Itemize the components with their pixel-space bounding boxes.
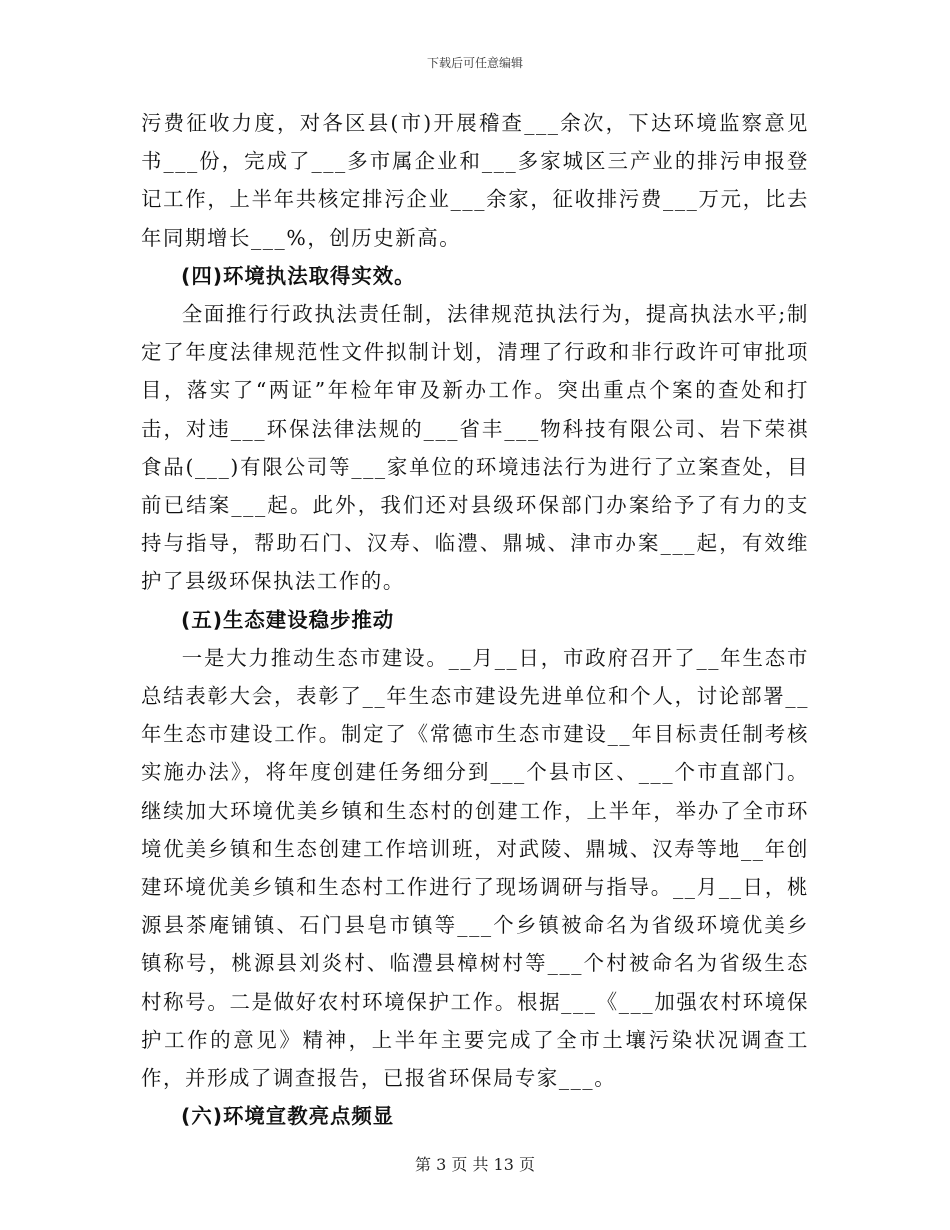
paragraph-law-enforcement: 全面推行行政执法责任制，法律规范执法行为，提高执法水平;制定了年度法律规范性文件拟制计划，清理了行政和非行政许可审批项目，落实了“两证”年检年审及新办工作。突出重点个案的查处和打击，对违___环保法律法规的___省丰___物科技有限公司、岩下荣祺食品(___)有限公司等___家单位的环境违法行为进行了立案查处，目前已结案___起。此外，我们还对县级环保部门办案给予了有力的支持与指导，帮助石门、汉寿、临澧、鼎城、津市办案___起，有效维护了县级环保执法工作的。 bbox=[141, 302, 809, 594]
section-heading-4: (四)环境执法取得实效。 bbox=[181, 263, 416, 288]
paragraph-pollution-fee: 污费征收力度，对各区县(市)开展稽查___余次，下达环境监察意见书___份，完成了___多市属企业和___多家城区三产业的排污申报登记工作，上半年共核定排污企业___余家，征收排污费___万元，比去年同期增长___%，创历史新高。 bbox=[141, 111, 809, 250]
paragraph-ecological-construction: 一是大力推动生态市建设。__月__日，市政府召开了__年生态市总结表彰大会，表彰了__年生态市建设先进单位和个人，讨论部署__年生态市建设工作。制定了《常德市生态市建设__年目标责任制考核实施办法》，将年度创建任务细分到___个县市区、___个市直部门。继续加大环境优美乡镇和生态村的创建工作，上半年，举办了全市环境优美乡镇和生态创建工作培训班，对武陵、鼎城、汉寿等地__年创建环境优美乡镇和生态村工作进行了现场调研与指导。__月__日，桃源县茶庵铺镇、石门县皂市镇等___个乡镇被命名为省级环境优美乡镇称号，桃源县刘炎村、临澧县樟树村等___个村被命名为省级生态村称号。二是做好农村环境保护工作。根据___《___加强农村环境保护工作的意见》精神，上半年主要完成了全市土壤污染状况调查工作，并形成了调查报告，已报省环保局专家___。 bbox=[141, 645, 809, 1091]
page-header: 下载后可任意编辑 bbox=[426, 56, 523, 70]
section-heading-6: (六)环境宣教亮点频显 bbox=[181, 1104, 395, 1129]
page-footer: 第 3 页 共 13 页 bbox=[415, 1155, 535, 1174]
document-body bbox=[141, 104, 809, 1135]
section-heading-5: (五)生态建设稳步推动 bbox=[181, 607, 395, 632]
